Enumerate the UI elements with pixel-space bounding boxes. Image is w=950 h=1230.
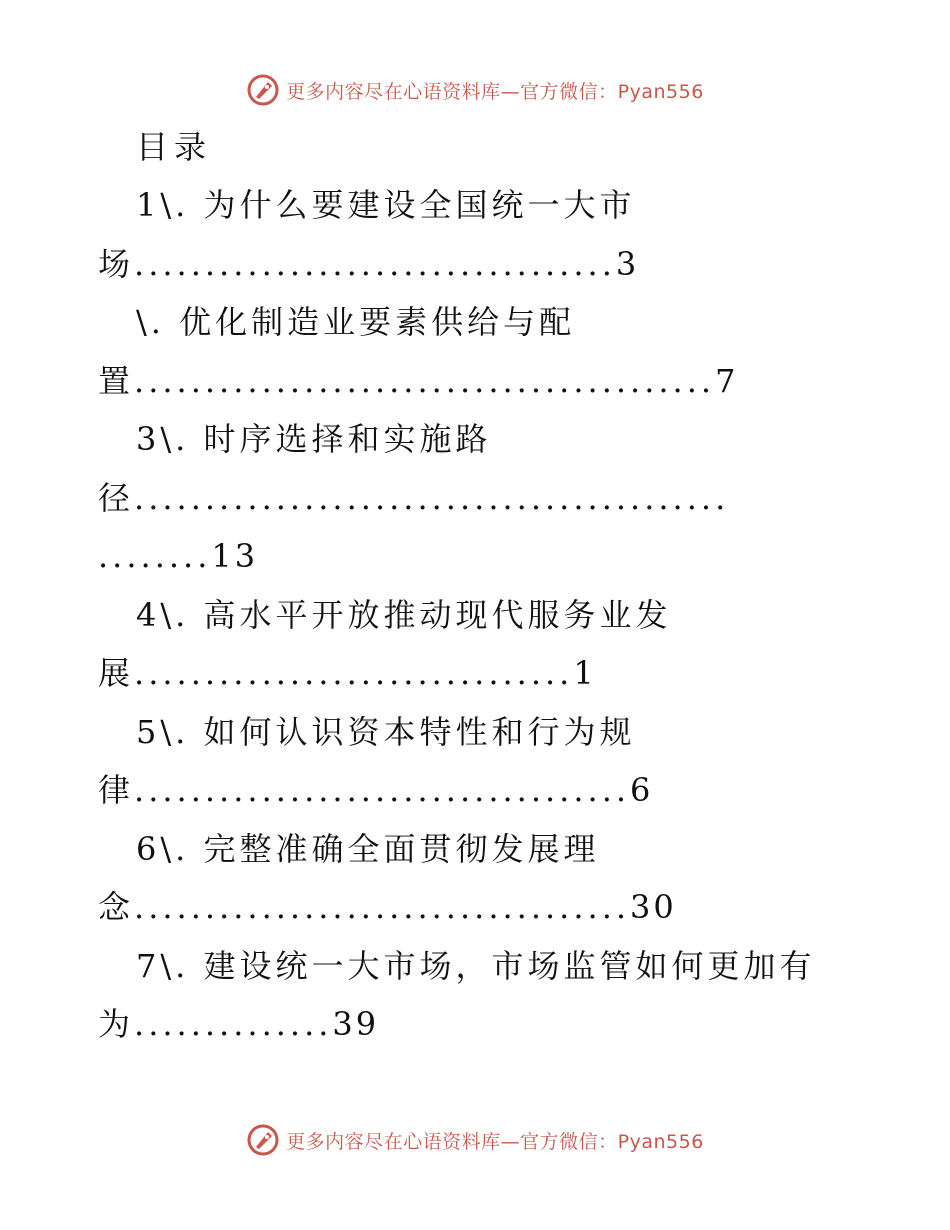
pen-nib-logo-icon — [246, 73, 280, 107]
toc-page-number: 13 — [211, 537, 259, 575]
toc-entry-2[interactable] — [98, 293, 843, 410]
toc-page-number: 6 — [630, 771, 654, 809]
watermark-banner-bottom — [0, 1120, 950, 1160]
toc-entry-1[interactable] — [98, 176, 843, 293]
toc-heading: 目录 — [136, 128, 213, 166]
toc-entry-continuation: 场..................................3 — [98, 244, 640, 283]
toc-entry-title: 5\. 如何认识资本特性和行为规 — [136, 712, 636, 751]
toc-entry-5[interactable] — [98, 703, 843, 820]
toc-entry-title: \. 优化制造业要素供给与配 — [136, 303, 576, 341]
toc-page-number: 30 — [630, 888, 677, 926]
toc-entry-title: 6\. 完整准确全面贯彻发展理 — [136, 829, 600, 868]
pen-nib-logo-icon — [246, 1123, 280, 1157]
toc-entry-4[interactable] — [98, 586, 843, 703]
toc-entry-continuation: 为..............39 — [98, 1005, 380, 1043]
watermark-text: 更多内容尽在心语资料库—官方微信：Pyan556 — [286, 1130, 704, 1153]
toc-page-number: 39 — [332, 1005, 380, 1043]
watermark-text: 更多内容尽在心语资料库—官方微信：Pyan556 — [286, 80, 704, 103]
toc-entry-continuation: 展...............................1 — [98, 654, 597, 692]
toc-entry-continuation: 径.......................................... — [98, 478, 730, 517]
toc-entry-title: 1\. 为什么要建设全国统一大市 — [136, 186, 636, 224]
toc-entry-continuation: 律...................................6 — [98, 771, 654, 809]
toc-entry-continuation: 置.........................................7 — [98, 361, 739, 400]
toc-entry-title: 3\. 时序选择和实施路 — [136, 420, 492, 458]
watermark-banner-top — [0, 70, 950, 110]
toc-page-number: 1 — [573, 654, 597, 692]
toc-entry-title: 4\. 高水平开放推动现代服务业发 — [136, 595, 672, 634]
toc-page-number: 3 — [615, 244, 640, 283]
toc-page-number: 7 — [715, 361, 739, 400]
toc-entry-continuation: ........13 — [98, 537, 259, 575]
toc-entry-6[interactable] — [98, 820, 843, 937]
toc-entry-7[interactable] — [98, 937, 843, 1054]
toc-entry-3[interactable] — [98, 410, 843, 586]
toc-entry-title: 7\. 建设统一大市场，市场监管如何更加有 — [136, 946, 816, 985]
toc-entry-continuation: 念...................................30 — [98, 888, 677, 926]
table-of-contents — [98, 118, 843, 1054]
